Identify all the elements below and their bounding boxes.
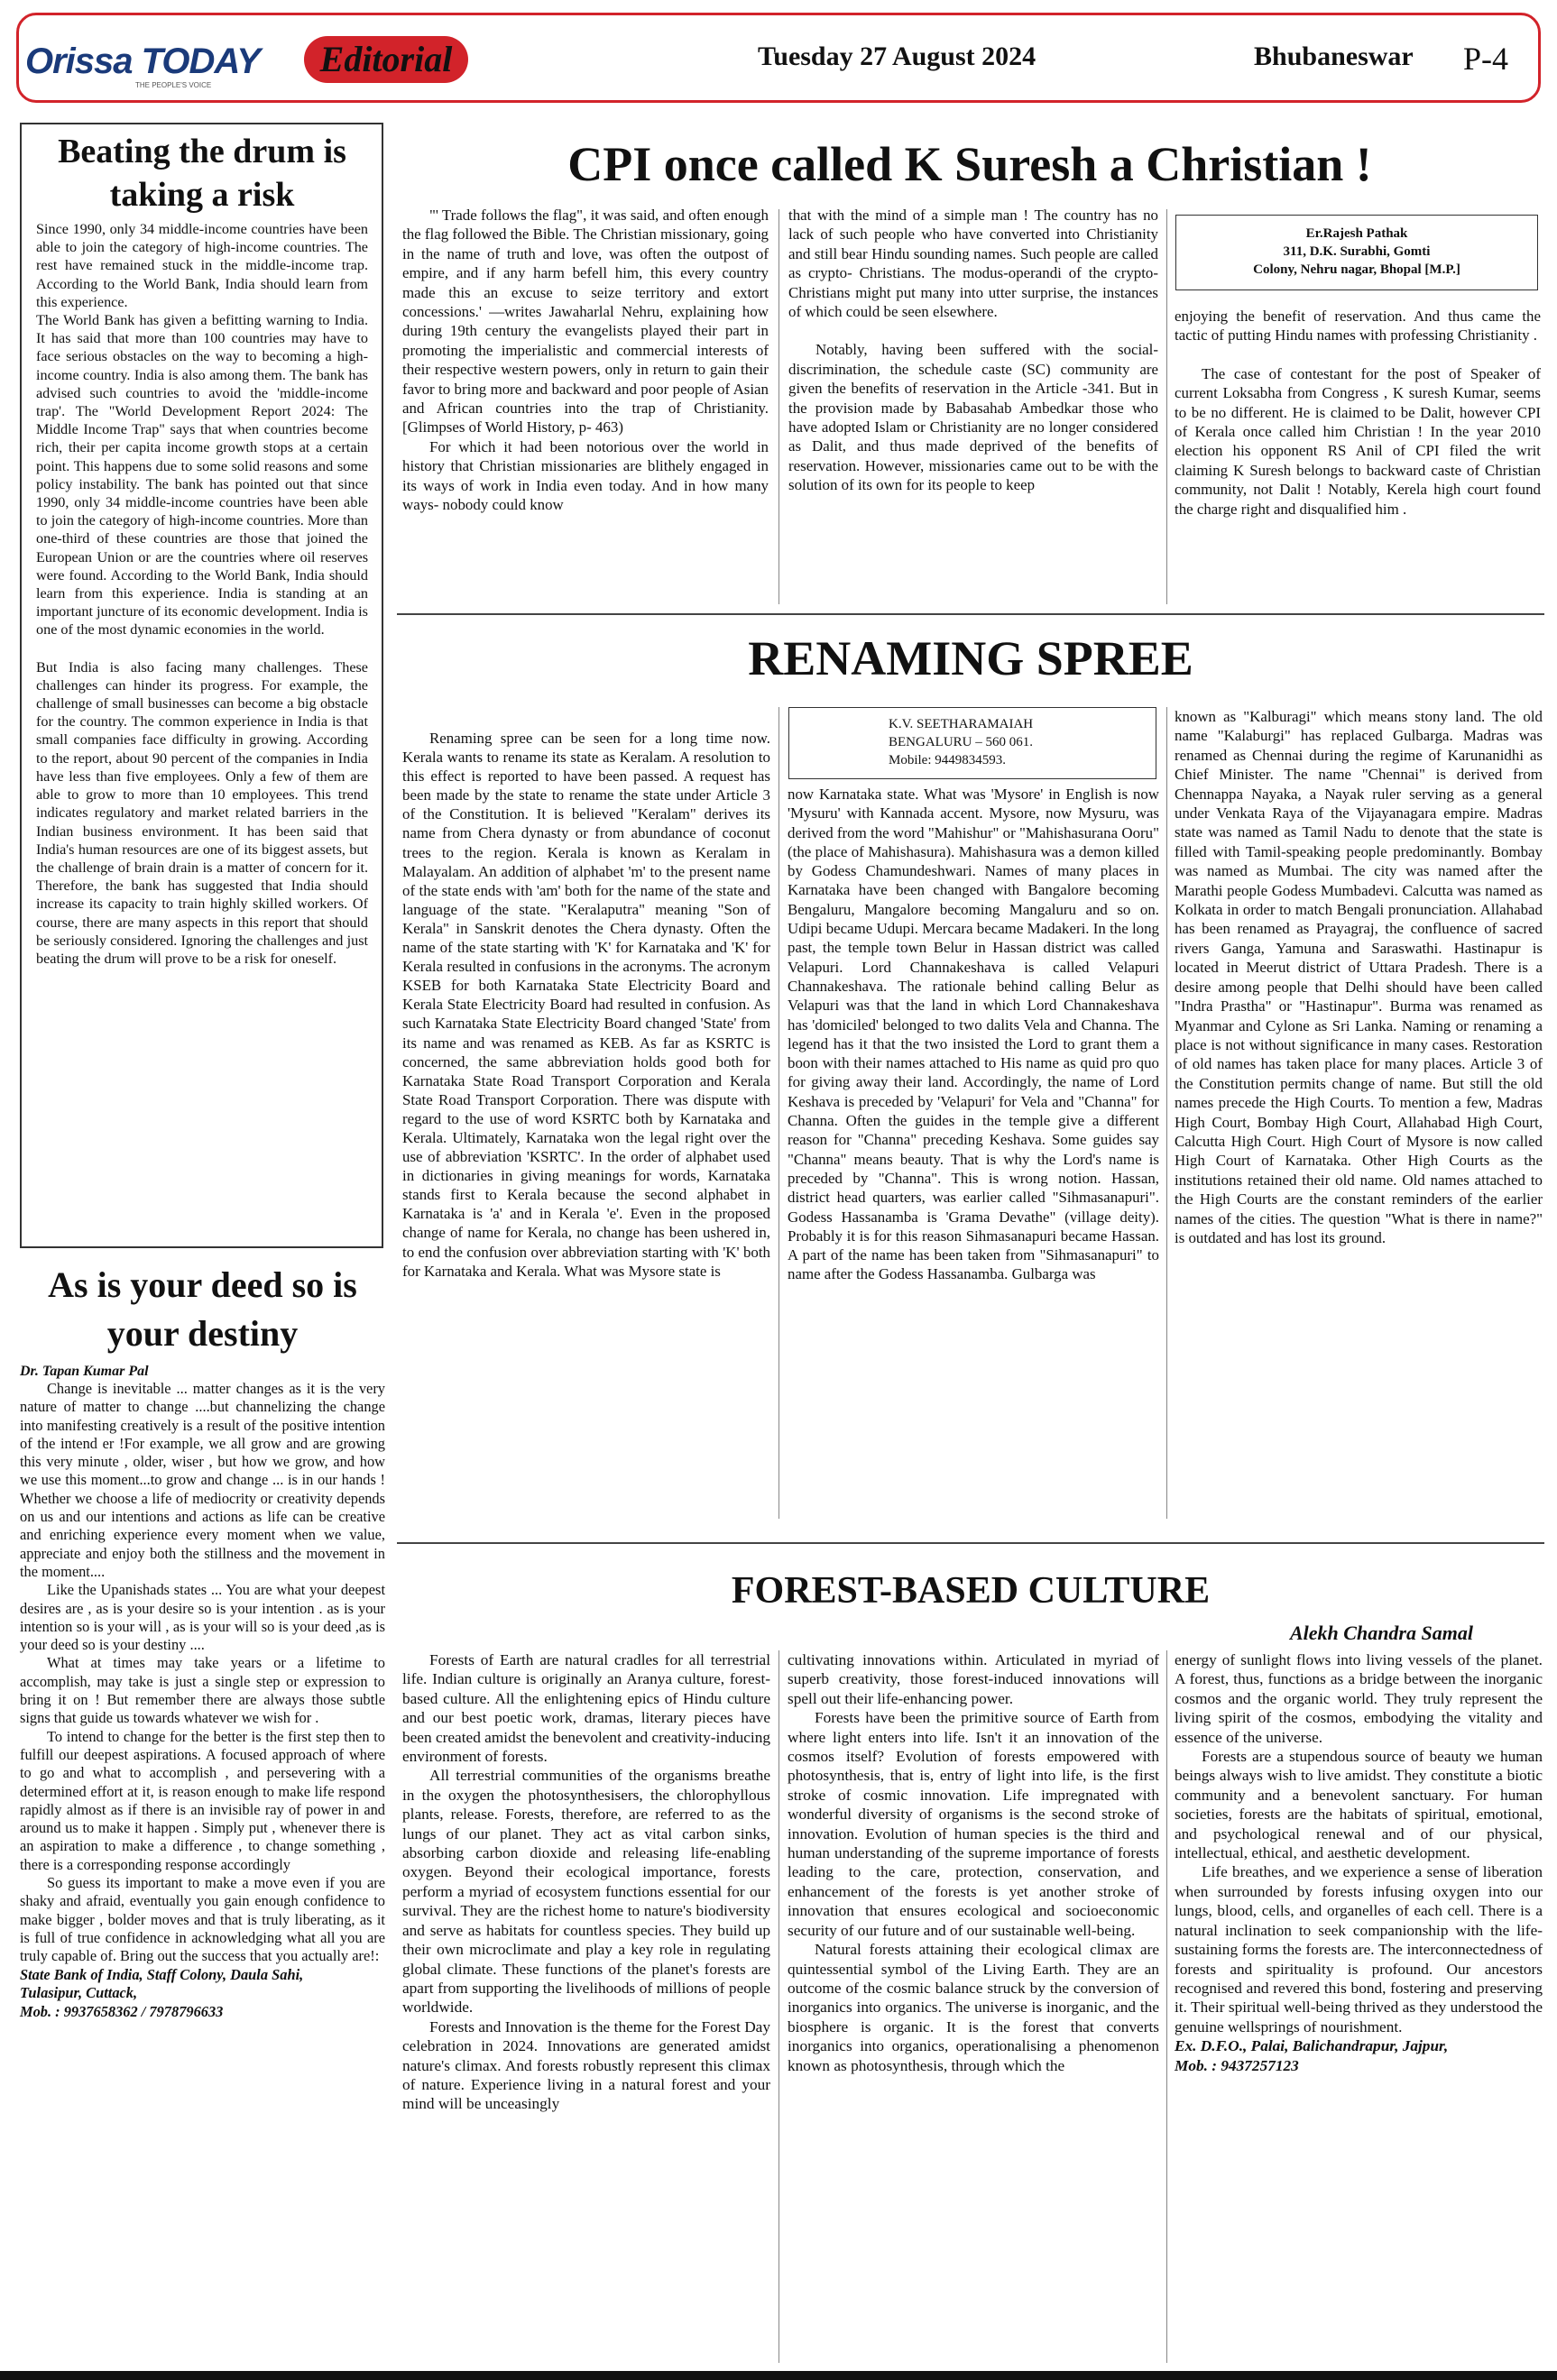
cpi-paragraph: The case of contestant for the post of Speaker of current Loksabha from Congress , K suresh Kumar, seems to be no different. He is claimed to be Dalit, however CPI of Kerala once called him Christian ! In the year 2010 election his opponent RS Anil of CPI filed the writ claiming K Suresh belongs to backward caste of Christian community, not Dalit ! Notably, Kerela high court found the charge right and disqualified him . (1175, 364, 1541, 518)
deed-paragraph: Change is inevitable ... matter changes as it is the very nature of matter to change ....but channelizing the change into manifesting creatively is a result of the positive intention of the intend er !For example, we all grow and are growing this very minute , older, wiser , but how we grow, and how we use this moment...to grow and change ... is in our hands ! Whether we choose a life of mediocrity or creativity depends on us and our intentions and actions as life can be creative and enriching experience every moment when we value, appreciate and enjoy both the stillness and the movement in the moment.... (20, 1380, 385, 1580)
section-rule (397, 1542, 1544, 1544)
deed-address (20, 1966, 385, 2022)
drum-article (36, 130, 368, 968)
cpi-byline-line: Er.Rajesh Pathak (1305, 226, 1408, 241)
deed-paragraph: Like the Upanishads states ... You are what your deepest desires are , as is your desire so is your intention . as is your intention so is your will , as is your will so is your deed ,as is your deed so is your destiny .... (20, 1581, 385, 1654)
renaming-paragraph: now Karnataka state. What was 'Mysore' in English is now 'Mysuru' with Kannada accent. Mysore, now Mysuru, was derived from the word "Mahishur" or "Mahishasurana Ooru" (the place of Mahishasura). Mahishasura was a demon killed by Godess Chamundeshwari. Names of many places in Karnataka have been changed with Bangalore becoming Bengaluru, Mangalore becoming Mangaluru and so on. Udipi became Udupi. Mercara became Madakeri. In the long past, the temple town Belur in Hassan district was called Velapuri. Lord Channakeshava is called Velapuri Channakeshava. The rationale behind calling Belur as Velapuri was that the land in which Lord Channakeshava has 'domiciled' belonged to two dalits Vela and Channa. The legend has it that the two insisted the Lord to grant them a boon with their names attached to His name as quid pro quo for giving away their land. Accordingly, the name of Lord Keshava is preceded by 'Velapuri' for Vela and "Channa" for Channa. Often the guides in the temple give a different reason for "Channa" preceding Keshava. Some guides say "Channa" means beauty. That is why the Lord's name is preceded by "Channa". This is wrong notion. Hassan, district head quarters, was earlier called "Sihmasanapuri". Godess Hassanamba is 'Grama Devathe" (village deity). Probably it is for this reason Sihmasanapuri became Hassan. A part of the name has been taken from "Sihmasanapuri" to name after the Godess Hassanamba. Gulbarga was (788, 786, 1159, 1283)
renaming-column-1 (402, 729, 770, 1281)
renaming-column-2 (788, 785, 1159, 1284)
cpi-byline-box (1175, 215, 1538, 290)
page-number: P-4 (1463, 41, 1509, 77)
drum-paragraph: Since 1990, only 34 middle-income countries have been able to join the category of high-income countries. The rest have remained stuck in the middle-income trap. According to the World Bank, India should learn from this experience. (36, 221, 368, 310)
orissa-today-logo: Orissa TODAY (25, 41, 260, 81)
forest-paragraph: Life breathes, and we experience a sense of liberation when surrounded by forests infusing oxygen into our lungs, blood, cells, and organelles of each cell. There is a natural inclination to seek companionship with the life-sustaining forms the forests are. The interconnectedness of forests and spirituality is profound. Our ancestors recognised and revered this bond, fostering and preserving it. Their spiritual well-being thrived as they understood the genuine wellsprings of nourishment. (1175, 1863, 1543, 2035)
deed-headline: As is your deed so is your destiny (48, 1264, 357, 1354)
forest-paragraph: Natural forests attaining their ecological climax are quintessential symbol of the Living Earth. They are an outcome of the cosmic balance struck by the conversion of inorganics into organics. The universe is inorganic, and the biosphere is organic. It is the forest that converts inorganics into organics, operationalising a phenomenon known as photosynthesis, through which the (788, 1941, 1159, 2074)
deed-author: Dr. Tapan Kumar Pal (20, 1364, 149, 1379)
cpi-byline-line: 311, D.K. Surabhi, Gomti (1283, 244, 1431, 259)
cpi-headline: CPI once called K Suresh a Christian ! (567, 137, 1372, 191)
deed-paragraph: To intend to change for the better is the first step then to fulfill our deepest aspirations. A focused approach of where to go and what to accomplish , and persevering with a determined effort at it, is reason enough to make life respond rapidly almost as if there is an invisible ray of power in and around us to make it happen . Simply put , whenever there is an aspiration to make a difference , to change something , there is a corresponding response accordingly (20, 1727, 385, 1873)
deed-address-line: Mob. : 9937658362 / 7978796633 (20, 2002, 224, 2020)
renaming-column-3 (1175, 707, 1543, 1247)
city-name: Bhubaneswar (1254, 41, 1414, 71)
drum-paragraph: The World Bank has given a befitting warning to India. It has said that more than 100 countries may have to face serious obstacles on the way to becoming a high-income country. India is also among them. The bank has advised such countries to avoid the 'middle-income trap'. The "World Development Report 2024: The Middle Income Trap" says that when countries become rich, their per capita income growth stops at a certain point. This happens due to some solid reasons and some policy instability. The bank has pointed out that since 1990, only 34 middle-income countries have been able to join the category of high-income countries. More than one-third of these countries are those that joined the European Union or are the countries where oil reserves were found. According to the World Bank, India should learn from this experience. India is standing at an important juncture of its economic development. India is one of the most dynamic economies in the world. (36, 312, 368, 639)
deed-article (20, 1261, 385, 2021)
forest-paragraph: Forests of Earth are natural cradles for all terrestrial life. Indian culture is originally an Aranya culture, forest-based culture. All the enlightening epics of Hindu culture and our best poetic work, dramas, literary pieces have been created amidst the benevolent and creativity-inducing environment of forests. (402, 1651, 770, 1766)
deed-body (20, 1380, 385, 1966)
deed-paragraph: So guess its important to make a move even if you are shaky and afraid, eventually you gain enough confidence to make bigger , bolder moves and that is truly liberating, as it is full of true confidence in acknowledging what all you are truly capable of. Bring out the success that you actually are!: (20, 1874, 385, 1965)
forest-address-line: Mob. : 9437257123 (1175, 2056, 1299, 2074)
drum-headline: Beating the drum is taking a risk (58, 133, 346, 214)
column-divider (1166, 1650, 1167, 2363)
renaming-paragraph: Renaming spree can be seen for a long time now. Kerala wants to rename its state as Keralam. A resolution to this effect is reported to have been passed. A request has been made by the state to rename the state under Article 3 of the Constitution. It is believed "Keralam" derives its name from Chera dynasty or from abundance of coconut trees to the region. Kerala is known as Keralam in Malayalam. An addition of alphabet 'm' to the present name of the state ends with 'am' both for the name of the state and language of the state. "Keralaputra" meaning "Son of Kerala" in Sanskrit denotes the Chera dynasty. Often the name of the state starting with 'K' for Karnataka and 'K' for Kerala resulted in confusions in the acronyms. The acronym KSEB for both Karnataka State Electricity Board and Kerala State Electricity Board had resulted in confusion. As such Karnataka State Electricity Board changed 'State' from its name and was renamed as KEB. As far as KSRTC is concerned, the same abbreviation holds good both for Karnataka State Road Transport Corporation and Kerala State Road Transport Corporation. There was dispute with regard to the use of word KSRTC both by Karnataka and Kerala. Ultimately, Karnataka won the legal right over the use of abbreviation 'KSRTC'. In the order of alphabet used in dictionaries in giving meanings for words, Karnataka stands first to Kerala because the second alphabet in Karnataka is 'a' and in Kerala 'e'. Even in the proposed change of name for Kerala, no change has been ushered in, to end the confusion over abbreviation starting with 'K' both for Karnataka and Kerala. What was Mysore state is (402, 730, 770, 1280)
drum-paragraph: But India is also facing many challenges. These challenges can hinder its progress. For example, the challenge of small businesses can become a big obstacle for the country. The common experience in India is that small companies face difficulty in growing. According to the report, about 90 percent of the companies in India have less than five employees. Only a few of them are able to grow to more than 10 employees. This trend indicates regulatory and market related barriers in the Indian business environment. It has been said that India's human resources are one of its biggest assets, but the challenge of brain drain is a matter of concern for it. Therefore, the bank has suggested that India should increase its capacity to train highly skilled workers. Of course, there are many aspects in this report that should be seriously considered. Ignoring the challenges and just beating the drum will prove to be a risk for oneself. (36, 658, 368, 967)
issue-date: Tuesday 27 August 2024 (758, 41, 1036, 71)
column-divider (1166, 707, 1167, 1519)
bottom-rule (0, 2371, 1557, 2380)
renaming-headline: RENAMING SPREE (748, 631, 1193, 685)
renaming-paragraph: known as "Kalburagi" which means stony land. The old name "Kalaburgi" has replaced Gulbarga. Madras was renamed as Chennai during the regime of Karunanidhi as Chief Minister. The name "Chennai" is derived from Chennappa Nayaka, a Nayak ruler serving as a general under Venkata Raya of the Vijayanagara empire. Madras state was named as Tamil Nadu to denote that the state is filled with Tamil-speaking people predominantly. Bombay was named as Mumbai. The city was named after the Marathi people Godess Mumbadevi. Calcutta was named as Kolkata in order to match Bengali pronunciation. Allahabad has been renamed as Prayagraj, the confluence of sacred rivers Ganga, Yamuna and Saraswathi. Hastinapur is located in Meerut district of Uttara Pradesh. There is a desire among people that Delhi should have been called "Indra Prastha" or "Hastinapur". Burma was renamed as Myanmar and Cylone as Sri Lanka. Naming or renaming a place is not without significance in many cases. Restoration of old names has taken place for many places. Article 3 of the Constitution permits change of name. But still the old names precede the High Courts. To mention a few, Madras High Court, Bombay High Court, Allahabad High Court, Calcutta High Court. High Court of Mysore is now called High Court of Karnataka. Other High Courts as the institutions retained their old name. Old names attached to the High Courts are the constant reminders of the earlier names of the cities. The question "What is there in name?" is outdated and has lost its ground. (1175, 708, 1543, 1246)
cpi-paragraph: enjoying the benefit of reservation. And thus came the tactic of putting Hindu names with professing Christianity . (1175, 308, 1541, 345)
drum-body (36, 220, 368, 968)
cpi-column-1 (402, 206, 769, 515)
deed-address-line: State Bank of India, Staff Colony, Daula Sahi, (20, 1965, 304, 1983)
forest-paragraph: cultivating innovations within. Articulated in myriad of superb creativity, those forest-induced innovations will spell out their life-enhancing power. (788, 1651, 1159, 1707)
column-divider (778, 209, 779, 604)
cpi-paragraph: Notably, having been suffered with the social-discrimination, the schedule caste (SC) community are given the benefits of reservation in the Article -341. But in the provision made by Babasahab Ambedkar those who have adopted Islam or Christianity are no longer considered as Dalit, and thus made deprived of the benefits of reservation. However, missionaries came out to be with the solution of its own for its people to keep (788, 341, 1158, 494)
renaming-byline-line: BENGALURU – 560 061. (889, 735, 1033, 749)
deed-paragraph: What at times may take years or a lifetime to accomplish, may take is just a single step or expression to bring it on ! But remember there are always those subtle signs that guide us towards whatever we wish for . (20, 1654, 385, 1727)
forest-paragraph: energy of sunlight flows into living vessels of the planet. A forest, thus, functions as a bridge between the inorganic cosmos and the organic world. They truly represent the living spirit of the cosmos, embodying the vitality and essence of the universe. (1175, 1651, 1543, 1746)
forest-column-3 (1175, 1650, 1543, 2075)
forest-column-1 (402, 1650, 770, 2114)
cpi-paragraph: "' Trade follows the flag", it was said, and often enough the flag followed the Bible. The Christian missionary, going in the name of truth and love, was often the outpost of empire, and if any harm befell him, this every country made this an excuse to seize territory and extort concessions.' —writes Jawaharlal Nehru, explaining how during 19th century the evangelists played their part in promoting the imperialistic and commercial interests of their respective western powers, only in return to gain their favor to bring more and backward and poor people of Asian and African countries into the trap of Christianity.[Glimpses of World History, p- 463) (402, 207, 769, 436)
forest-author: Alekh Chandra Samal (1290, 1622, 1473, 1644)
section-badge: Editorial (304, 36, 468, 83)
column-divider (778, 707, 779, 1519)
renaming-byline-line: Mobile: 9449834593. (889, 753, 1006, 767)
forest-paragraph: All terrestrial communities of the organisms breathe in the oxygen the photosynthesisers, the chlorophyllous plants, release. Forests, therefore, are referred to as the lungs of our planet. They act as vital carbon sinks, absorbing carbon dioxide and releasing life-enabling oxygen. Beyond their ecological importance, forests perform a myriad of ecosystem functions essential for our survival. They are the richest home to nature's biodiversity and serve as habitats for countless species. They build up their own microclimate and play a key role in regulating global climate. These functions of the planet's forests are apart from supporting the livelihoods of millions of people worldwide. (402, 1767, 770, 2017)
logo-tagline: THE PEOPLE'S VOICE (135, 81, 212, 89)
cpi-byline-line: Colony, Nehru nagar, Bhopal [M.P.] (1253, 262, 1460, 277)
cpi-paragraph: that with the mind of a simple man ! The country has no lack of such people who have converted into Christianity and still bear Hindu sounding names. Such people are called as crypto- Christians. The modus-operandi of the crypto- Christians might put many into utter surprise, the instances of which could be seen elsewhere. (788, 207, 1158, 321)
forest-address (1175, 2036, 1543, 2075)
forest-headline: FOREST-BASED CULTURE (731, 1570, 1211, 1612)
cpi-column-2 (788, 206, 1158, 495)
renaming-byline-box (788, 707, 1156, 779)
forest-address-line: Ex. D.F.O., Palai, Balichandrapur, Jajpur, (1175, 2037, 1449, 2055)
section-rule (397, 613, 1544, 615)
forest-paragraph: Forests and Innovation is the theme for the Forest Day celebration in 2024. Innovations are generated amidst nature's climax. And forests robustly represent this climax of nature. Experience living in a natural forest and your mind will be unceasingly (402, 2017, 770, 2113)
cpi-paragraph: For which it had been notorious over the world in history that Christian missionaries are blithely engaged in its ways of work in India even today. And in how many ways- nobody could know (402, 437, 769, 514)
renaming-byline-line: K.V. SEETHARAMAIAH (889, 717, 1034, 731)
forest-paragraph: Forests have been the primitive source of Earth from where light enters into life. Isn't it an innovation of the cosmos itself? Evolution of forests empowered with photosynthesis, that is, entry of light into life, is the first stroke of cosmic innovation. Life impregnated with wonderful diversity of organisms is the second stroke of innovation. Evolution of human species is the third and human understanding of the supreme importance of forests leading to the care, protection, conservation, and enhancement of the forests is yet another stroke of innovation that ensures ecological and socioeconomic security of our future and of our sustainable well-being. (788, 1709, 1159, 1939)
column-divider (1166, 209, 1167, 604)
cpi-column-3 (1175, 307, 1541, 519)
column-divider (778, 1650, 779, 2363)
deed-address-line: Tulasipur, Cuttack, (20, 1984, 138, 2001)
forest-column-2 (788, 1650, 1159, 2075)
forest-paragraph: Forests are a stupendous source of beauty we human beings always wish to live amidst. They constitute a biotic community and a benevolent sanctuary. For human societies, forests are the habitats of spiritual, emotional, and psychological renewal and of our physical, intellectual, ethical, and aesthetic development. (1175, 1748, 1543, 1862)
